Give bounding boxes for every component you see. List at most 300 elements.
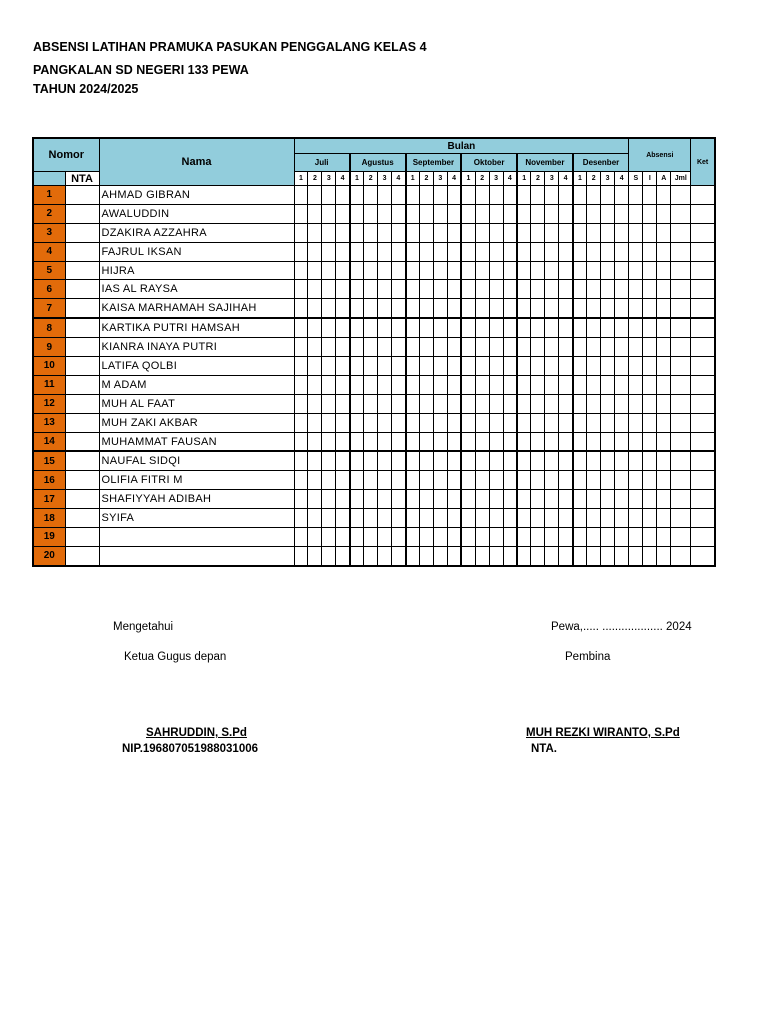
attendance-cell	[587, 261, 601, 280]
absensi-cell	[671, 432, 691, 451]
attendance-cell	[419, 338, 433, 357]
absensi-cell	[643, 318, 657, 337]
attendance-cell	[573, 338, 587, 357]
week-number: 1	[517, 172, 531, 186]
attendance-cell	[392, 204, 406, 223]
attendance-cell	[531, 261, 545, 280]
absensi-cell	[643, 394, 657, 413]
attendance-cell	[378, 338, 392, 357]
attendance-cell	[336, 357, 350, 376]
student-name: AWALUDDIN	[99, 204, 294, 223]
absensi-cell	[629, 261, 643, 280]
student-name: FAJRUL IKSAN	[99, 242, 294, 261]
week-number: 4	[615, 172, 629, 186]
month-header: Juli	[294, 154, 350, 172]
week-number: 3	[489, 172, 503, 186]
row-number: 17	[33, 490, 65, 509]
attendance-cell	[406, 546, 420, 565]
attendance-cell	[322, 546, 336, 565]
absensi-cell	[671, 413, 691, 432]
attendance-cell	[475, 338, 489, 357]
header-bulan: Bulan	[294, 138, 629, 154]
attendance-cell	[406, 490, 420, 509]
table-row	[33, 509, 715, 528]
absensi-cell	[643, 546, 657, 565]
attendance-cell	[615, 528, 629, 547]
attendance-cell	[419, 471, 433, 490]
attendance-cell	[433, 451, 447, 470]
attendance-cell	[475, 394, 489, 413]
attendance-cell	[517, 318, 531, 337]
row-number: 2	[33, 204, 65, 223]
table-row	[33, 261, 715, 280]
attendance-cell	[350, 375, 364, 394]
attendance-cell	[350, 280, 364, 299]
attendance-cell	[336, 318, 350, 337]
attendance-cell	[308, 432, 322, 451]
attendance-cell	[559, 432, 573, 451]
attendance-cell	[308, 204, 322, 223]
week-number: 2	[587, 172, 601, 186]
attendance-cell	[615, 546, 629, 565]
attendance-cell	[475, 280, 489, 299]
attendance-cell	[406, 357, 420, 376]
attendance-cell	[601, 338, 615, 357]
attendance-cell	[336, 299, 350, 318]
footer-right-id: NTA.	[531, 743, 557, 755]
attendance-cell	[573, 490, 587, 509]
attendance-cell	[447, 338, 461, 357]
absensi-cell	[629, 528, 643, 547]
attendance-cell	[336, 413, 350, 432]
student-name: MUH AL FAAT	[99, 394, 294, 413]
attendance-cell	[503, 261, 517, 280]
attendance-cell	[433, 546, 447, 565]
ket-cell	[691, 546, 715, 565]
attendance-cell	[503, 338, 517, 357]
attendance-cell	[489, 186, 503, 205]
nta-cell	[65, 338, 99, 357]
attendance-cell	[294, 204, 308, 223]
attendance-cell	[433, 509, 447, 528]
attendance-cell	[392, 471, 406, 490]
attendance-cell	[475, 413, 489, 432]
attendance-cell	[364, 413, 378, 432]
absensi-col-s: S	[629, 172, 643, 186]
nta-cell	[65, 261, 99, 280]
attendance-cell	[461, 509, 475, 528]
week-number: 2	[475, 172, 489, 186]
attendance-cell	[615, 318, 629, 337]
absensi-cell	[657, 413, 671, 432]
attendance-cell	[350, 471, 364, 490]
attendance-cell	[587, 204, 601, 223]
attendance-cell	[378, 394, 392, 413]
table-row	[33, 451, 715, 470]
attendance-cell	[545, 509, 559, 528]
absensi-cell	[643, 432, 657, 451]
attendance-cell	[489, 432, 503, 451]
attendance-cell	[392, 490, 406, 509]
attendance-cell	[615, 242, 629, 261]
attendance-cell	[336, 338, 350, 357]
absensi-cell	[671, 509, 691, 528]
absensi-cell	[671, 299, 691, 318]
attendance-cell	[489, 375, 503, 394]
attendance-cell	[559, 413, 573, 432]
attendance-cell	[503, 186, 517, 205]
table-row	[33, 394, 715, 413]
attendance-table	[32, 137, 716, 567]
attendance-cell	[531, 242, 545, 261]
attendance-cell	[545, 546, 559, 565]
attendance-cell	[531, 490, 545, 509]
attendance-cell	[378, 280, 392, 299]
nta-cell	[65, 280, 99, 299]
attendance-cell	[433, 471, 447, 490]
attendance-cell	[406, 299, 420, 318]
week-number: 3	[601, 172, 615, 186]
attendance-cell	[573, 375, 587, 394]
attendance-cell	[433, 375, 447, 394]
attendance-cell	[378, 242, 392, 261]
attendance-cell	[406, 509, 420, 528]
attendance-cell	[294, 357, 308, 376]
attendance-cell	[489, 509, 503, 528]
absensi-col-a: A	[657, 172, 671, 186]
attendance-cell	[573, 318, 587, 337]
attendance-cell	[322, 338, 336, 357]
attendance-cell	[517, 546, 531, 565]
row-number: 7	[33, 299, 65, 318]
attendance-cell	[378, 546, 392, 565]
attendance-cell	[364, 432, 378, 451]
table-row	[33, 318, 715, 337]
attendance-cell	[322, 261, 336, 280]
attendance-cell	[392, 357, 406, 376]
document-title: ABSENSI LATIHAN PRAMUKA PASUKAN PENGGALANG KELAS 4	[33, 40, 427, 54]
absensi-cell	[643, 490, 657, 509]
absensi-cell	[629, 432, 643, 451]
attendance-cell	[419, 261, 433, 280]
attendance-cell	[433, 223, 447, 242]
attendance-cell	[392, 413, 406, 432]
attendance-cell	[308, 318, 322, 337]
absensi-cell	[657, 338, 671, 357]
attendance-cell	[559, 546, 573, 565]
attendance-cell	[433, 299, 447, 318]
absensi-cell	[643, 528, 657, 547]
attendance-cell	[489, 546, 503, 565]
attendance-cell	[559, 261, 573, 280]
attendance-cell	[406, 528, 420, 547]
table-row	[33, 357, 715, 376]
absensi-cell	[643, 242, 657, 261]
attendance-cell	[419, 204, 433, 223]
attendance-cell	[392, 394, 406, 413]
ket-cell	[691, 261, 715, 280]
attendance-cell	[615, 223, 629, 242]
attendance-cell	[447, 375, 461, 394]
table-row	[33, 299, 715, 318]
attendance-cell	[447, 280, 461, 299]
attendance-cell	[573, 394, 587, 413]
attendance-cell	[573, 242, 587, 261]
attendance-cell	[503, 490, 517, 509]
week-number: 4	[503, 172, 517, 186]
attendance-cell	[378, 357, 392, 376]
absensi-cell	[643, 204, 657, 223]
attendance-cell	[336, 261, 350, 280]
attendance-cell	[308, 490, 322, 509]
attendance-cell	[573, 357, 587, 376]
attendance-cell	[447, 318, 461, 337]
attendance-cell	[406, 471, 420, 490]
week-number: 1	[294, 172, 308, 186]
attendance-cell	[406, 413, 420, 432]
ket-cell	[691, 280, 715, 299]
attendance-cell	[447, 546, 461, 565]
attendance-cell	[378, 299, 392, 318]
attendance-cell	[350, 261, 364, 280]
absensi-cell	[629, 394, 643, 413]
attendance-cell	[322, 451, 336, 470]
absensi-cell	[629, 299, 643, 318]
attendance-cell	[587, 451, 601, 470]
ket-cell	[691, 299, 715, 318]
attendance-cell	[531, 528, 545, 547]
attendance-cell	[447, 204, 461, 223]
week-number: 4	[559, 172, 573, 186]
student-name	[99, 528, 294, 547]
attendance-cell	[433, 280, 447, 299]
attendance-cell	[350, 490, 364, 509]
attendance-cell	[587, 338, 601, 357]
attendance-cell	[615, 394, 629, 413]
attendance-cell	[531, 471, 545, 490]
absensi-cell	[671, 338, 691, 357]
attendance-cell	[294, 186, 308, 205]
attendance-cell	[489, 490, 503, 509]
attendance-cell	[545, 451, 559, 470]
attendance-cell	[350, 223, 364, 242]
attendance-cell	[322, 299, 336, 318]
absensi-cell	[671, 546, 691, 565]
attendance-cell	[392, 280, 406, 299]
attendance-cell	[489, 242, 503, 261]
attendance-cell	[615, 509, 629, 528]
absensi-cell	[629, 223, 643, 242]
absensi-cell	[657, 318, 671, 337]
attendance-cell	[517, 299, 531, 318]
attendance-cell	[559, 223, 573, 242]
attendance-cell	[573, 413, 587, 432]
row-number: 19	[33, 528, 65, 547]
absensi-cell	[657, 186, 671, 205]
attendance-cell	[378, 451, 392, 470]
attendance-cell	[364, 318, 378, 337]
footer-right-label: Pewa,..... ................... 2024	[551, 621, 692, 633]
ket-cell	[691, 394, 715, 413]
absensi-cell	[643, 338, 657, 357]
attendance-cell	[531, 204, 545, 223]
attendance-cell	[503, 318, 517, 337]
week-number: 2	[308, 172, 322, 186]
attendance-cell	[531, 394, 545, 413]
attendance-cell	[503, 280, 517, 299]
attendance-cell	[503, 546, 517, 565]
document-subtitle: PANGKALAN SD NEGERI 133 PEWA	[33, 63, 249, 77]
attendance-cell	[336, 394, 350, 413]
attendance-cell	[392, 375, 406, 394]
attendance-cell	[392, 432, 406, 451]
nta-cell	[65, 432, 99, 451]
attendance-cell	[419, 490, 433, 509]
attendance-cell	[573, 186, 587, 205]
attendance-cell	[517, 357, 531, 376]
attendance-cell	[475, 318, 489, 337]
attendance-cell	[419, 375, 433, 394]
attendance-cell	[364, 528, 378, 547]
attendance-cell	[364, 223, 378, 242]
attendance-cell	[336, 546, 350, 565]
attendance-cell	[447, 299, 461, 318]
student-name: MUHAMMAT FAUSAN	[99, 432, 294, 451]
attendance-cell	[461, 413, 475, 432]
attendance-cell	[406, 432, 420, 451]
attendance-cell	[322, 204, 336, 223]
absensi-cell	[671, 223, 691, 242]
attendance-cell	[615, 413, 629, 432]
attendance-cell	[517, 280, 531, 299]
attendance-cell	[336, 242, 350, 261]
attendance-cell	[545, 299, 559, 318]
attendance-cell	[545, 432, 559, 451]
attendance-cell	[475, 490, 489, 509]
absensi-cell	[643, 413, 657, 432]
student-name: KAISA MARHAMAH SAJIHAH	[99, 299, 294, 318]
attendance-cell	[517, 204, 531, 223]
attendance-cell	[545, 186, 559, 205]
attendance-cell	[461, 357, 475, 376]
attendance-cell	[392, 186, 406, 205]
attendance-cell	[322, 394, 336, 413]
attendance-cell	[336, 375, 350, 394]
attendance-cell	[489, 357, 503, 376]
attendance-cell	[489, 338, 503, 357]
attendance-cell	[364, 338, 378, 357]
absensi-cell	[629, 186, 643, 205]
absensi-cell	[643, 357, 657, 376]
attendance-cell	[447, 509, 461, 528]
absensi-cell	[657, 471, 671, 490]
attendance-cell	[392, 318, 406, 337]
absensi-cell	[629, 280, 643, 299]
absensi-cell	[657, 528, 671, 547]
attendance-cell	[433, 413, 447, 432]
attendance-cell	[294, 280, 308, 299]
attendance-cell	[531, 546, 545, 565]
attendance-cell	[461, 394, 475, 413]
table-row	[33, 242, 715, 261]
attendance-cell	[419, 299, 433, 318]
attendance-cell	[517, 394, 531, 413]
attendance-cell	[475, 432, 489, 451]
month-header: Desenber	[573, 154, 629, 172]
attendance-cell	[406, 280, 420, 299]
row-number: 8	[33, 318, 65, 337]
absensi-cell	[671, 528, 691, 547]
attendance-cell	[294, 394, 308, 413]
attendance-cell	[545, 242, 559, 261]
attendance-cell	[419, 242, 433, 261]
attendance-cell	[517, 471, 531, 490]
attendance-cell	[559, 375, 573, 394]
absensi-cell	[671, 242, 691, 261]
attendance-cell	[559, 490, 573, 509]
attendance-cell	[294, 375, 308, 394]
attendance-cell	[294, 490, 308, 509]
attendance-cell	[461, 432, 475, 451]
attendance-cell	[587, 280, 601, 299]
table-row	[33, 223, 715, 242]
attendance-cell	[601, 242, 615, 261]
attendance-cell	[503, 528, 517, 547]
week-number: 4	[336, 172, 350, 186]
absensi-cell	[657, 451, 671, 470]
table-row	[33, 432, 715, 451]
footer-left-name: SAHRUDDIN, S.Pd	[146, 727, 247, 739]
attendance-cell	[308, 242, 322, 261]
nta-cell	[65, 318, 99, 337]
absensi-cell	[657, 204, 671, 223]
attendance-cell	[601, 432, 615, 451]
attendance-cell	[531, 338, 545, 357]
attendance-cell	[517, 451, 531, 470]
absensi-cell	[629, 375, 643, 394]
attendance-cell	[447, 394, 461, 413]
attendance-cell	[433, 338, 447, 357]
attendance-cell	[545, 204, 559, 223]
attendance-cell	[559, 338, 573, 357]
attendance-cell	[378, 375, 392, 394]
attendance-cell	[601, 357, 615, 376]
attendance-cell	[350, 509, 364, 528]
row-number: 14	[33, 432, 65, 451]
attendance-cell	[531, 299, 545, 318]
week-number: 4	[392, 172, 406, 186]
attendance-cell	[392, 451, 406, 470]
attendance-cell	[461, 375, 475, 394]
attendance-cell	[475, 204, 489, 223]
absensi-cell	[671, 394, 691, 413]
header-nomor: Nomor	[33, 138, 99, 172]
attendance-cell	[601, 223, 615, 242]
absensi-cell	[671, 261, 691, 280]
attendance-cell	[336, 432, 350, 451]
row-number: 12	[33, 394, 65, 413]
attendance-cell	[489, 204, 503, 223]
absensi-cell	[643, 280, 657, 299]
attendance-cell	[406, 223, 420, 242]
ket-cell	[691, 509, 715, 528]
nta-cell	[65, 528, 99, 547]
attendance-cell	[308, 375, 322, 394]
absensi-cell	[657, 546, 671, 565]
document-year: TAHUN 2024/2025	[33, 82, 139, 96]
attendance-cell	[475, 546, 489, 565]
attendance-cell	[433, 432, 447, 451]
